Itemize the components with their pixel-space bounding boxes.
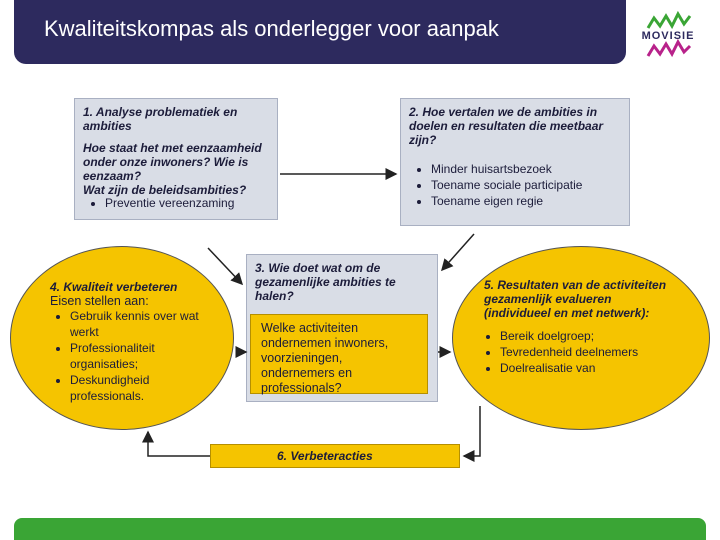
box-analyse-question-2: Wat zijn de beleidsambities? [83, 183, 247, 197]
list-item: • Doelrealisatie van [500, 360, 674, 376]
list-item: • Gebruik kennis over wat werkt [70, 308, 210, 340]
footer-bar [14, 518, 706, 540]
list-item: • Toename eigen regie [431, 193, 621, 209]
box-analyse-title: 1. Analyse problematiek en ambities [83, 105, 238, 133]
box-verbeteracties-title: 6. Verbeteracties [277, 449, 373, 463]
arrow-5-to-6 [464, 406, 480, 456]
arrow-6-to-4 [148, 432, 210, 456]
arrow-1-to-3 [208, 248, 242, 284]
list-item: • Professionaliteit organisaties; [70, 340, 210, 372]
list-item: • Deskundigheid professionals. [70, 372, 210, 404]
box-activiteiten-text: Welke activiteiten ondernemen inwoners, voorzieningen, ondernemers en professionals? [261, 321, 389, 395]
ellipse-resultaten-title: 5. Resultaten van de activiteiten gezamenlijk evalueren (individueel en met netwerk): [484, 278, 667, 320]
ellipse-kwaliteit-subtitle: Eisen stellen aan: [50, 294, 149, 308]
logo-text: MOVISIE [641, 30, 695, 42]
page-title: Kwaliteitskompas als onderlegger voor aanpak [44, 16, 499, 41]
list-item: • Preventie vereenzaming [105, 197, 269, 210]
arrow-2-to-3 [442, 234, 474, 270]
list-item: • Toename sociale participatie [431, 177, 621, 193]
ellipse-kwaliteit-title: 4. Kwaliteit verbeteren [50, 280, 178, 294]
box-vertalen-title: 2. Hoe vertalen we de ambities in doelen en resultaten die meetbaar zijn? [409, 105, 604, 147]
box-wie-doet-wat-title: 3. Wie doet wat om de gezamenlijke ambities te halen? [255, 261, 396, 303]
box-analyse-question-1: Hoe staat het met eenzaamheid onder onze inwoners? Wie is eenzaam? [83, 141, 262, 183]
list-item: • Tevredenheid deelnemers [500, 344, 674, 360]
list-item: • Minder huisartsbezoek [431, 161, 621, 177]
list-item: • Bereik doelgroep; [500, 328, 674, 344]
